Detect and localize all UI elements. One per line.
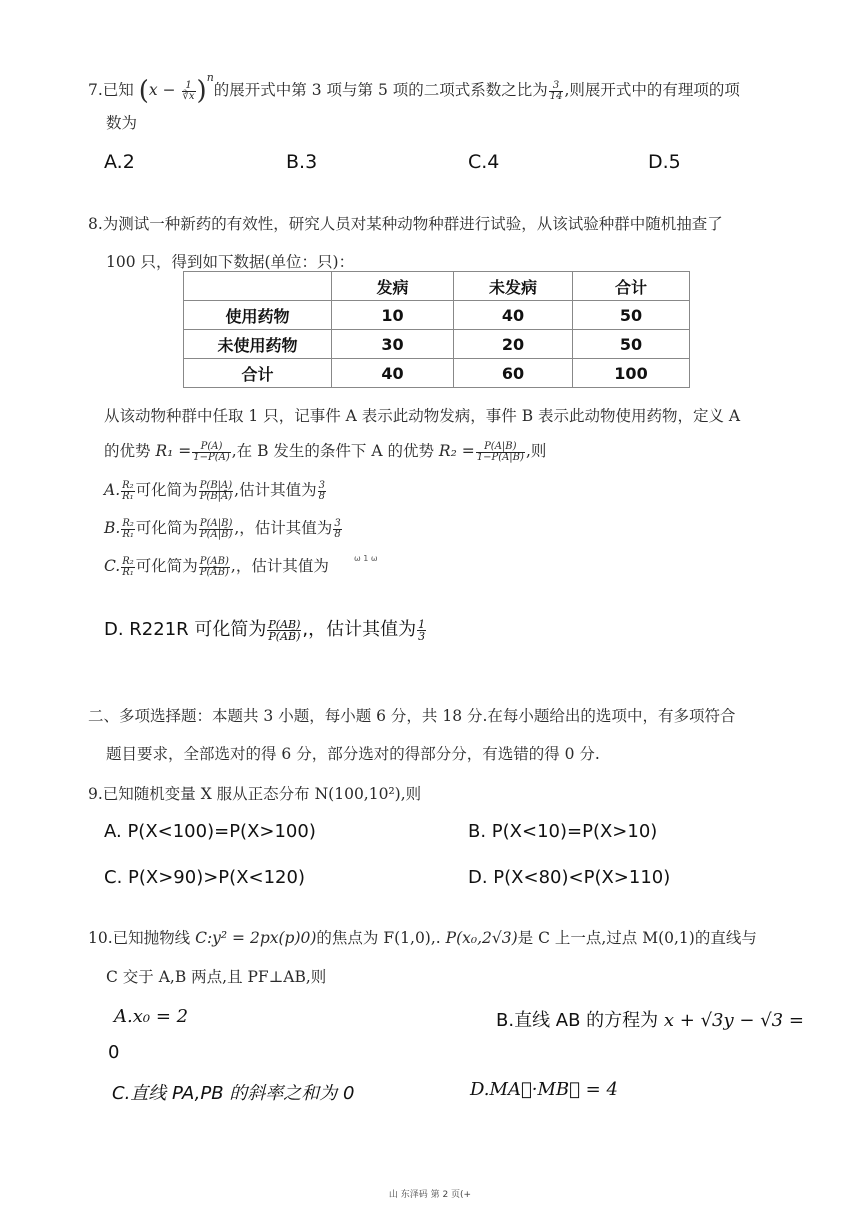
q7-number: 7. [88, 81, 103, 99]
table-cell: 60 [454, 359, 573, 388]
table-cell: 合计 [184, 359, 332, 388]
table-cell: 10 [332, 301, 454, 330]
q9-stem: 9.已知随机变量 X 服从正态分布 N(100,10²),则 [88, 785, 422, 803]
table-cell: 40 [454, 301, 573, 330]
q10-option-a: A.x₀ = 2 [114, 1006, 189, 1027]
q7-stem [88, 60, 740, 106]
q8-option-a: A. $\frac{\text{R₂}}{\text{R₁}}$ 可化简为 $\frac{P(B|A)}{P(B|Ā)}$ ,估计其值为 $\frac{3}{8}$ [104, 479, 325, 502]
table-header-ill: 发病 [332, 272, 454, 301]
q7-line2: 数为 [106, 114, 138, 132]
table-cell: 50 [573, 330, 690, 359]
table-cell: 20 [454, 330, 573, 359]
q10-stem: 10.已知抛物线 C:y² = 2px(p)0)的焦点为 F(1,0),. P(x₀,2√3)是 C 上一点,过点 M(0,1)的直线与 [88, 929, 757, 947]
q10-option-c: C.直线 PA,PB 的斜率之和为 0 [112, 1083, 355, 1104]
table-cell: 100 [573, 359, 690, 388]
q7-mid: 的展开式中第 3 项与第 5 项的二项式系数之比为 [213, 81, 548, 99]
table-header-row [184, 272, 690, 301]
table-row [184, 359, 690, 388]
table-cell: 30 [332, 330, 454, 359]
q9-option-c: C. P(X>90)>P(X<120) [104, 867, 305, 888]
q8-option-d: D. R221R 可化简为 $\frac{P(AB)}{P(AB̄)}$ ,，估计其值为 $\frac{1}{3}$ [104, 617, 426, 643]
table-cell: 未使用药物 [184, 330, 332, 359]
q8-option-b: B. $\frac{\text{R₂}}{\text{R₁}}$ 可化简为 $\frac{P(A|B)}{P(A|B̄)}$ ,，估计其值为 $\frac{3}{8}$ [104, 517, 341, 540]
table-row [184, 330, 690, 359]
q7-option-a: A.2 [104, 151, 135, 173]
q8-line1: 8.为测试一种新药的有效性，研究人员对某种动物种群进行试验，从该试验种群中随机抽查了 [88, 215, 723, 233]
table-cell: 40 [332, 359, 454, 388]
q7-option-b: B.3 [286, 151, 318, 173]
table-header-empty [184, 272, 332, 301]
q7-post: ,则展开式中的有理项的项 [564, 81, 740, 99]
q10-option-b: B.直线 AB 的方程为 x + √3y − √3 = [496, 1010, 804, 1031]
page-footer: 山 东泽码 第 2 页(+ [388, 1190, 472, 1200]
table-header-total: 合计 [573, 272, 690, 301]
q8-option-c: C. $\frac{\text{R₂}}{\text{R₁}}$ 可化简为 $\frac{P(AB)}{P(ĀB)}$ ,，估计其值为 [104, 555, 329, 578]
table-cell: 50 [573, 301, 690, 330]
table-header-not-ill: 未发病 [454, 272, 573, 301]
table-row [184, 301, 690, 330]
q8-line2: 100 只，得到如下数据(单位：只)： [106, 253, 355, 271]
q8-line4: 的优势 R₁ = $\frac{P(A)}{1-P(A)}$ ,在 B 发生的条件下 A 的优势 R₂ = $\frac{P(A|B)}{1-P(A|B)}$ ,则 [104, 440, 547, 463]
q7-expression: (x − $\frac{1}{∛x}$ )$^n$ [138, 71, 214, 106]
q10-line2: C 交于 A,B 两点,且 PF⊥AB,则 [106, 968, 327, 986]
section2-line2: 题目要求，全部选对的得 6 分，部分选对的得部分分，有选错的得 0 分. [106, 745, 600, 763]
q7-pre: 已知 [102, 81, 134, 99]
q10-option-b-cont: 0 [108, 1042, 120, 1063]
q9-option-d: D. P(X<80)<P(X>110) [468, 867, 671, 888]
q9-option-a: A. P(X<100)=P(X>100) [104, 821, 316, 842]
q8-option-c-mark: ω 1 ω [354, 554, 378, 563]
q7-option-c: C.4 [468, 151, 500, 173]
q7-ratio: $\frac{3}{14}$ [549, 79, 563, 102]
q9-option-b: B. P(X<10)=P(X>10) [468, 821, 658, 842]
table-cell: 使用药物 [184, 301, 332, 330]
q8-data-table [183, 271, 690, 388]
q8-line3: 从该动物种群中任取 1 只，记事件 A 表示此动物发病，事件 B 表示此动物使用药物，定义 A [104, 407, 741, 425]
section2-line1: 二、多项选择题：本题共 3 小题，每小题 6 分，共 18 分.在每小题给出的选项中，有多项符合 [88, 707, 736, 725]
q7-option-d: D.5 [648, 151, 681, 173]
q10-option-d: D.MA⃗·MB⃗ = 4 [470, 1079, 618, 1100]
